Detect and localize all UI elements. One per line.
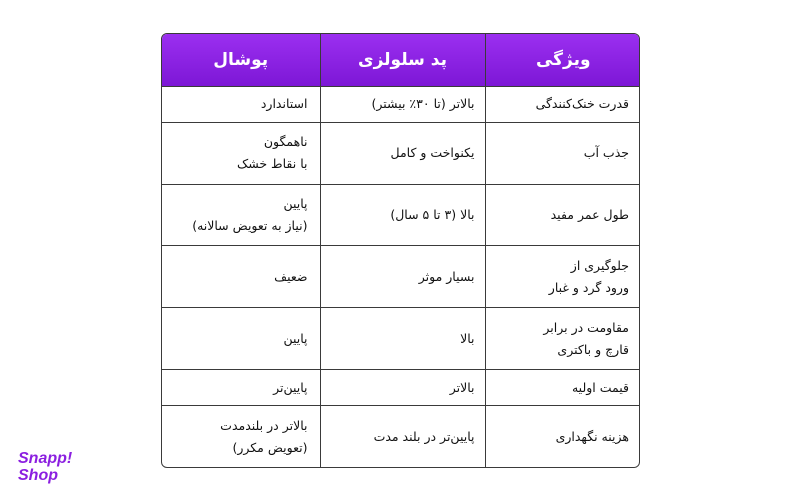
header-row: [162, 34, 640, 86]
cell-text: بالاتر: [449, 379, 475, 395]
cell-text: هزینه نگهداری: [555, 428, 629, 444]
cell-straw: [162, 308, 320, 370]
table-row: [162, 184, 640, 246]
table-row: [162, 122, 640, 184]
header-straw: پوشال: [162, 34, 320, 86]
cell-straw: [162, 246, 320, 308]
cell-feature: [485, 370, 640, 406]
cell-cellulose: [320, 406, 485, 467]
table-row: [162, 246, 640, 308]
cell-cellulose: [320, 246, 485, 308]
cell-text: طول عمر مفید: [550, 206, 629, 222]
cell-cellulose: [320, 86, 485, 122]
cell-text: پایین‌تر در بلند مدت: [373, 428, 475, 444]
cell-feature: [485, 246, 640, 308]
cell-cellulose: [320, 370, 485, 406]
cell-text: استاندارد: [260, 96, 308, 112]
logo-line-1: Snapp!: [18, 450, 73, 467]
cell-text: پایین: [283, 196, 308, 212]
cell-text: ورود گرد و غبار: [548, 279, 629, 295]
cell-text: یکنواخت و کامل: [390, 145, 475, 161]
cell-text: (تعویض مکرر): [232, 439, 308, 455]
logo-line-2: Shop: [18, 467, 58, 484]
cell-cellulose: [320, 122, 485, 184]
cell-cellulose: [320, 184, 485, 246]
cell-feature: [485, 86, 640, 122]
cell-cellulose: [320, 308, 485, 370]
cell-feature: [485, 184, 640, 246]
table-row: [162, 370, 640, 406]
cell-text: ناهمگون: [263, 134, 308, 150]
cell-text: پایین: [283, 330, 308, 346]
cell-straw: [162, 86, 320, 122]
cell-text: بالا: [460, 330, 475, 346]
table-row: [162, 308, 640, 370]
cell-feature: [485, 406, 640, 467]
cell-text: پایین‌تر: [273, 379, 308, 395]
header-cellulose-pad: پد سلولزی: [320, 34, 485, 86]
cell-text: مقاومت در برابر: [543, 319, 629, 335]
snappshop-logo: [18, 450, 72, 484]
cell-text: بسیار موثر: [418, 268, 475, 284]
table-row: [162, 86, 640, 122]
cell-text: قارچ و باکتری: [557, 341, 629, 357]
cell-text: بالاتر (تا ۳۰٪ بیشتر): [371, 96, 475, 112]
cell-text: (نیاز به تعویض سالانه): [192, 217, 308, 233]
cell-feature: [485, 308, 640, 370]
cell-text: ضعیف: [274, 268, 308, 284]
cell-text: بالا (۳ تا ۵ سال): [390, 206, 475, 222]
cell-straw: [162, 370, 320, 406]
cell-text: با نقاط خشک: [237, 156, 308, 172]
cell-feature: [485, 122, 640, 184]
cell-text: قیمت اولیه: [571, 379, 629, 395]
cell-straw: [162, 122, 320, 184]
comparison-grid: [162, 34, 640, 467]
cell-straw: [162, 184, 320, 246]
table-row: [162, 406, 640, 467]
cell-text: قدرت خنک‌کنندگی: [535, 96, 629, 112]
header-feature: ویژگی: [485, 34, 640, 86]
cell-straw: [162, 406, 320, 467]
cell-text: بالاتر در بلندمدت: [220, 417, 308, 433]
comparison-table: [161, 33, 640, 468]
cell-text: جلوگیری از: [570, 257, 629, 273]
cell-text: جذب آب: [583, 145, 629, 161]
